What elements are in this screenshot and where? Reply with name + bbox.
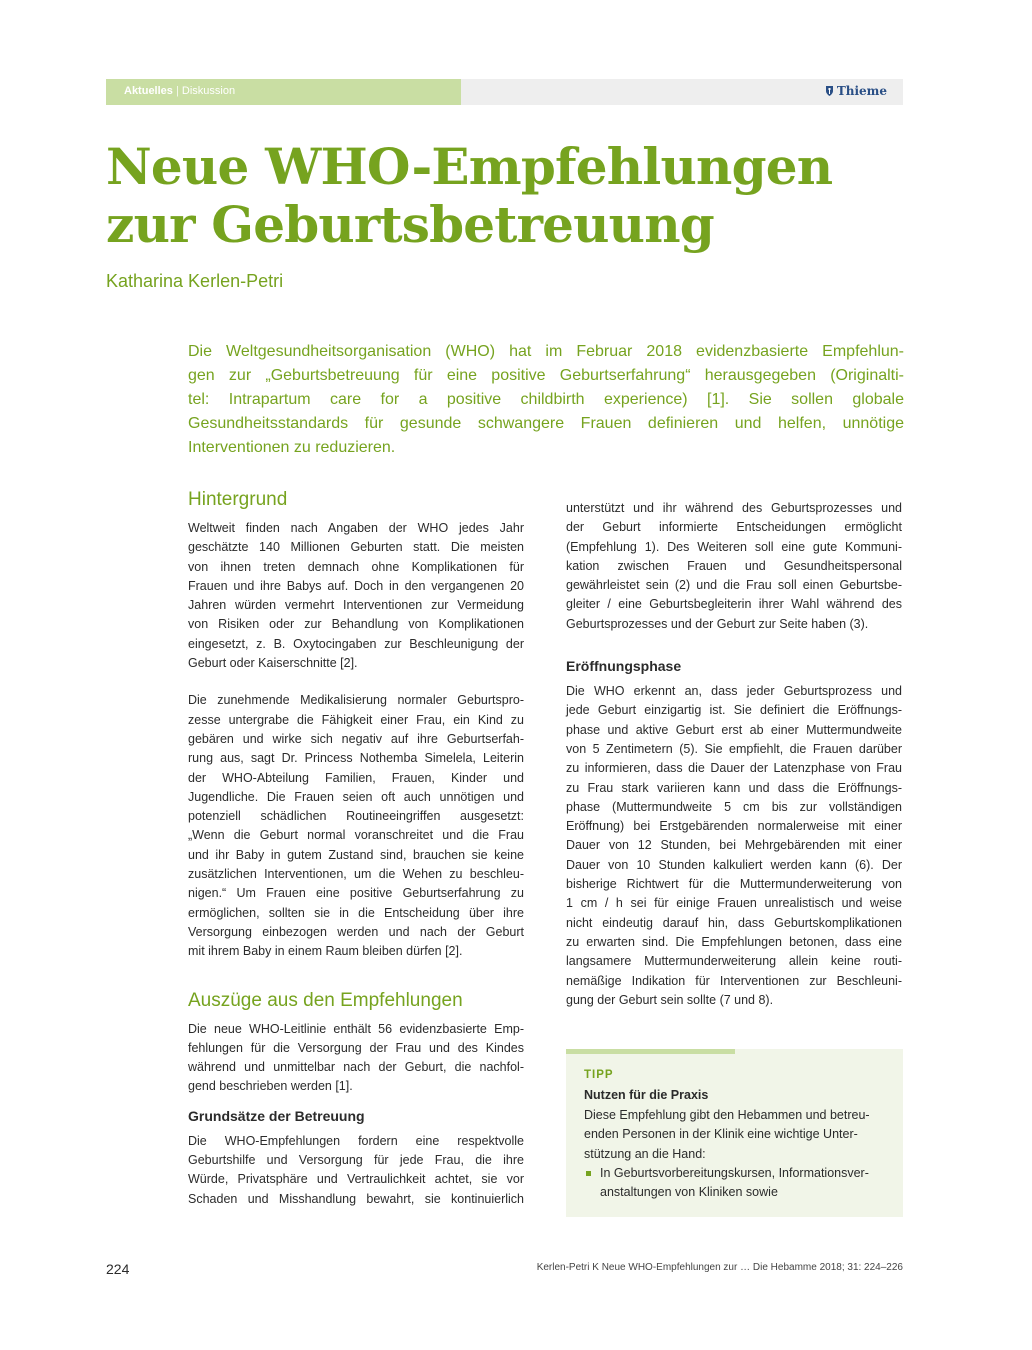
tip-label: TIPP [584,1069,614,1081]
text-line: nicht eindeutig darauf hin, dass Geburtskomplikationen [566,915,902,930]
tip-title: Nutzen für die Praxis [584,1088,709,1102]
text-line: von Risiken oder zur Behandlung von Komplikationen [188,617,524,632]
abstract-line: Interventionen zu reduzieren. [188,439,396,456]
text-line: kation zwischen Frauen und Gesundheitspersonal [566,558,902,573]
article-title-line-2: zur Geburtsbetreuung [106,195,714,254]
text-line: gebären und wirke sich negativ auf ihre Geburtserfah- [188,731,524,746]
text-line: und ihr Baby in gutem Zustand sind, brauchen sie keine [188,847,524,862]
text-line: der WHO-Abteilung Familien, Frauen, Kinder und [188,770,524,785]
text-line: Eröffnung) bei Erstgebärenden normalerweise mit einer [566,819,902,834]
paragraph-eroeffnungsphase [566,682,902,1010]
right-column [566,499,902,1010]
paragraph-grundsaetze [188,1132,524,1209]
footer-citation: Kerlen-Petri K Neue WHO-Empfehlungen zur … Die Hebamme 2018; 31: 224–226 [536,1262,903,1273]
paragraph-hintergrund-2 [188,691,524,961]
text-line: von 5 Zentimetern (5). Sie empfiehlt, die Frauen darüber [566,741,902,756]
heading-hintergrund: Hintergrund [188,489,288,510]
text-line: unterstützt und ihr während des Geburtsprozesses und [566,501,902,515]
text-line: während und unmittelbar nach der Geburt, die nachfol- [188,1060,524,1075]
text-line: 1 cm / h sei für einige Frauen unrealistisch und weise [566,896,902,911]
abstract-line: tel: Intrapartum care for a positive childbirth experience) [1]. Sie sollen globale [188,391,904,408]
text-line: Die WHO-Empfehlungen fordern eine respektvolle [188,1133,524,1148]
text-line: (Empfehlung 1). Des Weiteren soll eine gute Kommuni- [566,539,902,554]
text-line: „Wenn die Geburt normal voranschreitet und die Frau [188,828,524,843]
abstract-line: Die Weltgesundheitsorganisation (WHO) hat im Februar 2018 evidenzbasierte Empfehlun- [188,343,904,360]
article-author: Katharina Kerlen-Petri [106,271,284,291]
paragraph-continuation [566,499,902,634]
heading-auszuege: Auszüge aus den Empfehlungen [188,989,463,1011]
running-header [106,79,903,105]
text-line: Dauer von 12 Stunden, bei Mehrgebärenden mit einer [566,838,902,853]
subsection-name: Diskussion [181,85,236,97]
paragraph-auszuege [188,1020,524,1097]
square-bullet-icon [586,1171,591,1176]
text-line: phase (Muttermundweite 5 cm bis zur vollständigen [566,799,902,814]
text-line: Geburtshilfe und Versorgung für jede Frau, die ihre [188,1153,524,1168]
tip-box [566,1049,903,1217]
text-line: bisherige Richtwert für die Muttermunderweiterung von [566,877,902,892]
tip-box-accent-bar [566,1049,735,1054]
heading-grundsaetze: Grundsätze der Betreuung [188,1107,365,1124]
page-number: 224 [106,1261,130,1277]
text-line: Die zunehmende Medikalisierung normaler Geburtspro- [188,693,524,708]
tip-body [584,1106,884,1164]
article-abstract [188,340,904,460]
text-line: der Geburt informierte Entscheidungen ermöglicht [566,520,902,535]
abstract-line: Gesundheitsstandards für gesunde schwangere Frauen definieren und helfen, unnötige [188,415,904,432]
text-line: zu Frau stark variieren kann und dass die Eröffnungs- [566,780,902,795]
text-line: zu erwarten sind. Die Empfehlungen betonen, dass eine [566,934,902,949]
text-line: gung der Geburt sein sollte (7 und 8). [566,992,774,1007]
text-line: zu informieren, dass die Dauer der Latenzphase von Frau [566,761,902,776]
text-line: jede Geburt einzigartig ist. Sie definiert die Eröffnungs- [566,703,902,718]
text-line: Jahren würden vermehrt Interventionen zur Vermeidung [188,598,524,613]
text-line: enden Personen in der Klinik eine wichtige Unter- [584,1127,858,1142]
text-line: gend beschrieben werden [1]. [188,1079,353,1094]
text-line: gewährleistet sein (2) und die Frau soll einen Geburtsbe- [566,578,902,593]
heading-eroeffnungsphase: Eröffnungsphase [566,658,682,675]
text-line: fehlungen für die Versorgung der Frau und des Kindes [188,1040,524,1055]
text-line: Diese Empfehlung gibt den Hebammen und betreu- [584,1108,870,1122]
paragraph-hintergrund-1 [188,519,524,673]
text-line: Die neue WHO-Leitlinie enthält 56 evidenzbasierte Emp- [188,1021,524,1036]
abstract-line: gen zur „Geburtsbetreuung für eine positive Geburtserfahrung“ herausgegeben (Originalti- [188,367,904,384]
section-separator: | [175,85,179,97]
text-line: nigen.“ Um Frauen eine positive Geburtserfahrung zu [188,886,524,901]
text-line: Frauen und ihre Babys auf. Doch in den vergangenen 20 [188,578,524,593]
text-line: Schaden und Misshandlung bewahrt, sie kontinuierlich [188,1191,524,1206]
text-line: ermöglichen, sollten sie in die Entscheidung über ihre [188,905,524,920]
section-label [124,85,235,97]
tip-list [584,1164,869,1203]
text-line: Würde, Privatsphäre und Vertraulichkeit achtet, sie vor [188,1172,524,1187]
text-line: Die WHO erkennt an, dass jeder Geburtsprozess und [566,684,902,699]
text-line: Geburtsprozesses und der Geburt zur Seite haben (3). [566,616,869,631]
thieme-shield-icon [825,85,834,97]
text-line: phase und aktive Geburt erst ab einer Muttermundweite [566,722,902,737]
text-line: mit ihrem Baby in einem Raum bleiben dürfen [2]. [188,944,463,959]
text-line: Geburt oder Kaiserschnitte [2]. [188,656,358,671]
text-line: langsamere Muttermunderweiterung allein keine routi- [566,954,902,969]
section-tab [106,79,461,105]
text-line: Dauer von 10 Stunden kalkuliert werden kann (6). Der [566,857,902,872]
text-line: zesse untergrabe die Fähigkeit einer Frau, ein Kind zu [188,712,524,727]
text-line: Jugendliche. Die Frauen seien oft auch unnötigen und [188,789,524,804]
article-title-line-1: Neue WHO-Empfehlungen [106,137,833,196]
text-line: anstaltungen von Kliniken sowie [600,1185,778,1200]
section-name: Aktuelles [124,85,173,97]
text-line: nemäßige Indikation für Interventionen zur Beschleuni- [566,973,902,988]
text-line: zusätzlichen Interventionen, um die Wehen zu beschleu- [188,867,524,882]
text-line: Versorgung einbezogen werden und nach der Geburt [188,924,524,939]
list-item [584,1164,869,1203]
text-line: gleiter / eine Geburtsbegleiterin ihrer Wahl während des [566,597,902,612]
text-line: stützung an die Hand: [584,1146,706,1161]
text-line: potenziell schädlichen Routineeingriffen ausgesetzt: [188,809,524,824]
text-line: rung aus, sagt Dr. Princess Nothemba Simelela, Leiterin [188,751,524,766]
text-line: von ihnen treten demnach ohne Komplikationen für [188,559,524,574]
article-title [106,138,832,254]
left-column [188,487,524,1209]
text-line: Weltweit finden nach Angaben der WHO jedes Jahr [188,521,524,535]
publisher-logo [825,84,887,98]
publisher-name: Thieme [836,84,887,98]
text-line: In Geburtsvorbereitungskursen, Informationsver- [600,1166,869,1180]
text-line: geschätzte 140 Millionen Geburten statt. Die meisten [188,540,524,555]
text-line: eingesetzt, z. B. Oxytocingaben zur Beschleunigung der [188,636,524,651]
